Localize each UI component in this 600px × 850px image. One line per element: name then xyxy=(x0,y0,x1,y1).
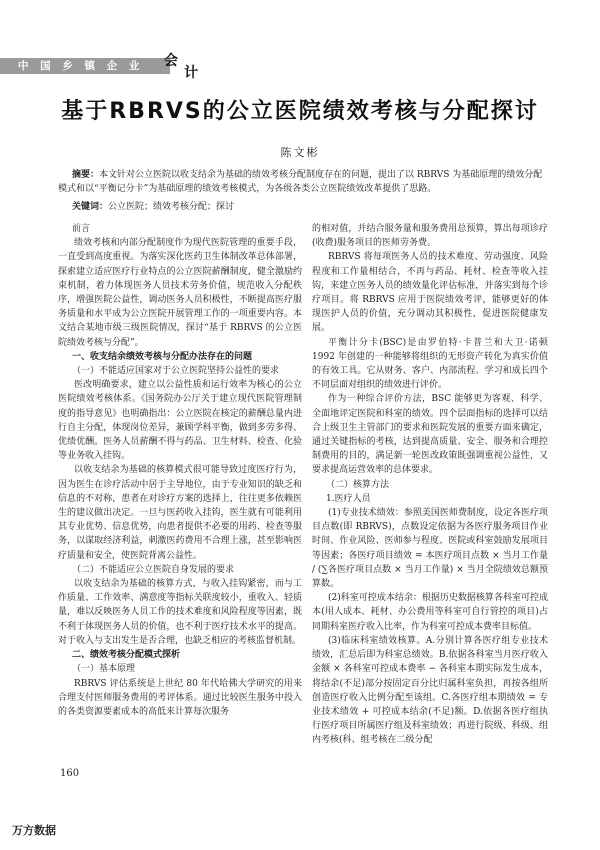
right-column xyxy=(312,222,548,748)
section-banner xyxy=(0,58,170,74)
abstract-text: 本文针对公立医院以收支结余为基础的绩效考核分配制度存在的问题，提出了以 RBRVS 为基础原理的绩效分配模式和以“平衡记分卡”为基础原理的绩效考核模式，为各级各类公立医院绩效改革提供了思路。 xyxy=(58,170,543,194)
paragraph: (2)科室可控成本结余：根据历史数据核算各科室可控成本(用人成本、耗材、办公费用等科室可自行管控的项目)占同期科室医疗收入比率，作为科室可控成本费率目标值。 xyxy=(312,593,548,632)
section-heading: 1.医疗人员 xyxy=(326,493,371,504)
section-heading: 一、收支结余绩效考核与分配办法存在的问题 xyxy=(72,351,253,362)
paragraph: RBRVS 评估系统是上世纪 80 年代哈佛大学研究的用来合理支付医师服务费用的考评体系。通过比较医生服务中投入的各类资源要素成本的高低来计算每次服务 xyxy=(58,678,302,717)
paragraph: (1)专业技术绩效：参照美国医师费制度，设定各医疗项目点数(即 RBRVS)，点数设定依据为各医疗服务项目作业时间、作业风险、医师参与程度、医院或科室鼓励发展项目等因素；各医疗项目绩效 = 本医疗项目点数 × 当月工作量 / (∑各医疗项目点数 × 当月工作量) × 当月全院绩效总额预算数。 xyxy=(312,508,548,590)
section-char-2: 计 xyxy=(184,65,198,81)
left-column xyxy=(58,222,302,719)
footer-watermark: 万方数据 xyxy=(12,824,56,837)
page-number: 160 xyxy=(60,768,80,779)
paragraph: 以收支结余为基础的核算方式，与收入挂钩紧密，而与工作质量、工作效率、满意度等指标关联度较小，重收入、轻质量，难以反映医务人员工作的技术难度和风险程度等因素，既不利于体现医务人员的价值，也不利于医疗技术水平的提高。对于收入与支出发生是否合理，也缺乏相应的考核监督机制。 xyxy=(58,579,302,646)
journal-name: 中 国 乡 镇 企 业 xyxy=(18,60,144,72)
section-heading: 前言 xyxy=(72,224,91,234)
paragraph: 以收支结余为基础的核算模式很可能导致过度医疗行为，因为医生在诊疗活动中居于主导地位，由于专业知识的缺乏和信息的不对称，患者在对诊疗方案的选择上，往往更多依赖医生的建议做出决定。一旦与医药收入挂钩，医生就有可能利用其专业优势、信息优势，向患者提供不必要的用药、检查等服务，以谋取经济利益，刺激医药费用不合理上涨，甚至影响医疗质量和安全，使医院背离公益性。 xyxy=(58,465,302,561)
paragraph: (3)临床科室绩效核算。A.分别计算各医疗组专业技术绩效，汇总后即为科室总绩效。B.依据各科室当月医疗收入金额 × 各科室可控成本费率 − 各科室本期实际发生成本，将结余(不足)部分按固定百分比归属科室负担，再按各组所创造医疗收入比例分配至该组。C.各医疗组本期绩效 = 专业技术绩效 + 可控成本结余(不足)额。D.依据各医疗组执行医疗项目所属医疗组及科室绩效；再进行院级、科级、组内考核(科、组考核在二级分配 xyxy=(312,635,548,746)
keywords-label: 关键词： xyxy=(72,202,109,212)
author: 陈文彬 xyxy=(280,146,320,159)
paragraph: 医改明确要求，建立以公益性质和运行效率为核心的公立医院绩效考核体系。《国务院办公厅关于建立现代医院管理制度的指导意见》也明确指出：公立医院在核定的薪酬总量内进行自主分配，体现岗位差异，兼顾学科平衡，做到多劳多得、优绩优酬。医务人员薪酬不得与药品、卫生材料、检查、化验等业务收入挂钩。 xyxy=(58,380,302,462)
section-char-1: 会 xyxy=(164,53,178,69)
section-heading: （一）基本原理 xyxy=(72,664,136,675)
keywords-text: 公立医院；绩效考核分配；探讨 xyxy=(108,202,235,212)
section-heading: （二）不能适应公立医院自身发展的要求 xyxy=(72,564,235,575)
paragraph: 的相对值，并结合服务量和服务费用总预算，算出每项诊疗(收费)服务项目的医师劳务费。 xyxy=(312,224,548,249)
article-title: 基于RBRVS的公立医院绩效考核与分配探讨 xyxy=(61,99,539,124)
keywords xyxy=(72,200,542,214)
section-heading: （一）不能适应国家对于公立医院坚持公益性的要求 xyxy=(72,366,280,377)
section-heading: （二）核算方法 xyxy=(326,479,390,490)
paragraph: 作为一种综合评价方法，BSC 能够更为客观、科学、全面地评定医院和科室的绩效。四个层面指标的选择可以结合上级卫生主管部门的要求和医院发展的重要方面来确定，通过关键指标的考核，达到提高质量、安全、服务和合理控制费用的目的，满足新一轮医改政策既强调重视公益性，又要求提高运营效率的总体要求。 xyxy=(312,394,548,476)
paragraph: RBRVS 将每项医务人员的技术难度、劳动强度、风险程度和工作量相结合，不再与药品、耗材、检查等收入挂钩，来建立医务人员的绩效量化评估标准，并落实到每个诊疗项目。将 RBRVS 应用于医院绩效考评，能够更好的体现医护人员的价值，充分调动其积极性，促进医院健康发展。 xyxy=(312,252,548,334)
section-heading: 二、绩效考核分配模式探析 xyxy=(72,650,181,661)
abstract-label: 摘要： xyxy=(72,170,100,180)
abstract xyxy=(58,168,546,196)
paragraph: 平衡计分卡(BSC)是由罗伯特·卡普兰和大卫·诺顿 1992 年创建的一种能够将组织的无形资产转化为真实价值的有效工具。它从财务、客户、内部流程、学习和成长四个不同层面对组织的绩效进行评价。 xyxy=(312,337,548,391)
paragraph: 绩效考核和内部分配制度作为现代医院管理的重要手段，一直受到高度重视。为落实深化医药卫生体制改革总体部署，探索建立适应医疗行业特点的公立医院薪酬制度，健全激励约束机制，着力体现医务人员技术劳务价值，规范收入分配秩序，增强医院公益性，调动医务人员积极性，不断提高医疗服务质量和水平成为公立医院开展管理工作的一项重要内容。本文结合某地市级三级医院情况，探讨“基于 RBRVS 的公立医院绩效考核与分配”。 xyxy=(58,238,302,348)
